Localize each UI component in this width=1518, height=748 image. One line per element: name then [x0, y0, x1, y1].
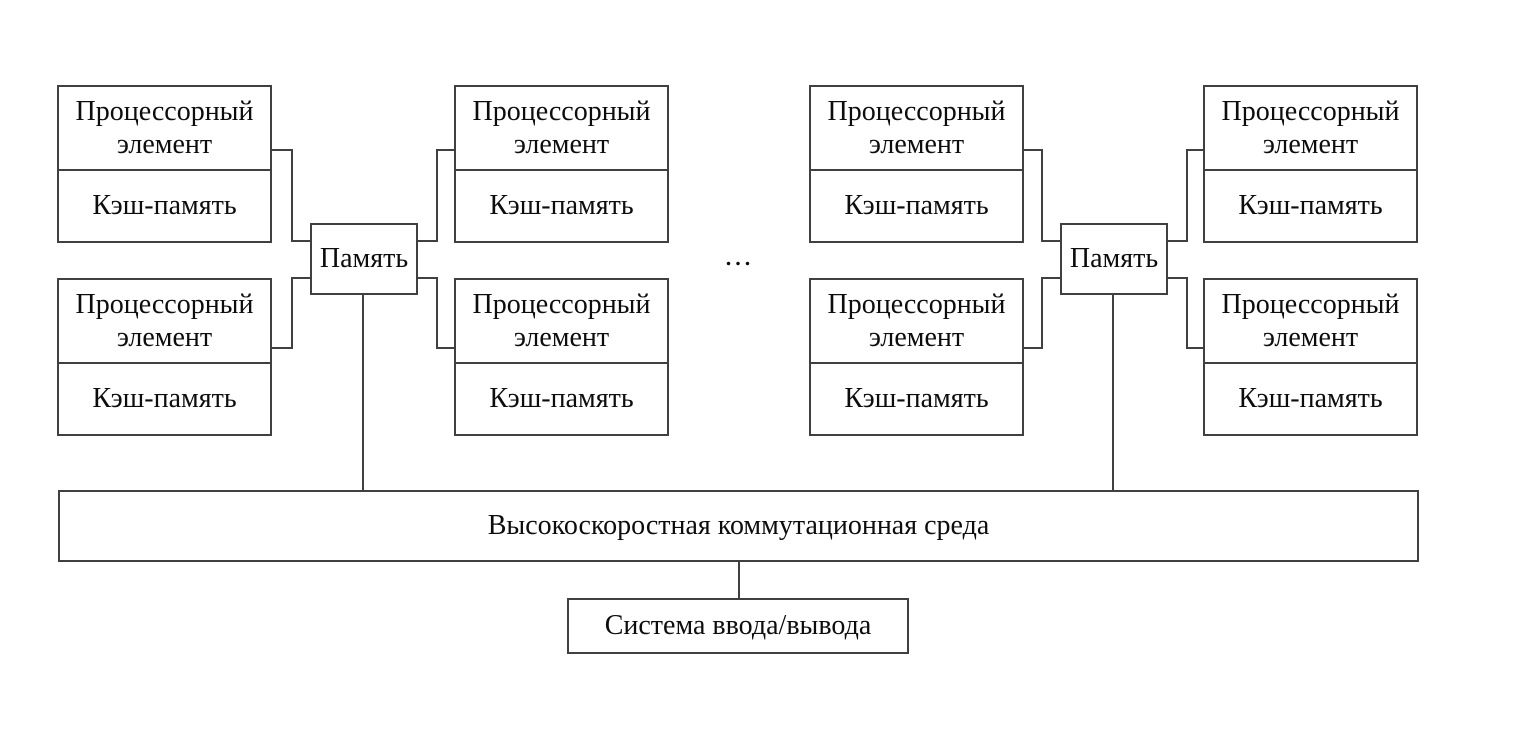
- cache-memory-box: [456, 171, 667, 241]
- memory-box: [310, 223, 418, 295]
- processor-element-box: [811, 280, 1022, 364]
- cache-memory-label: Кэш-память: [92, 383, 237, 414]
- cache-memory-box: [59, 364, 270, 434]
- processor-element-box: [811, 87, 1022, 171]
- cache-memory-label: Кэш-память: [1238, 383, 1383, 414]
- connector-line: [1186, 277, 1188, 349]
- connector-line: [418, 240, 438, 242]
- pe-cache-unit: [809, 85, 1024, 243]
- memory-to-bus-line: [362, 294, 364, 490]
- pe-cache-unit: [57, 85, 272, 243]
- memory-label: Память: [319, 243, 409, 274]
- processor-element-box: [1205, 87, 1416, 171]
- processor-element-label: Процессорный элемент: [75, 289, 254, 353]
- connector-line: [1186, 347, 1203, 349]
- pe-cache-unit: [454, 278, 669, 436]
- connector-line: [1041, 277, 1060, 279]
- connector-line: [1041, 240, 1060, 242]
- connector-line: [1168, 240, 1188, 242]
- connector-line: [272, 347, 293, 349]
- connector-line: [436, 149, 454, 151]
- cache-memory-label: Кэш-память: [844, 383, 989, 414]
- pe-cache-unit: [454, 85, 669, 243]
- connector-line: [436, 347, 454, 349]
- processor-element-box: [456, 87, 667, 171]
- memory-label: Память: [1069, 243, 1159, 274]
- processor-element-box: [1205, 280, 1416, 364]
- ellipsis-text: ...: [724, 239, 754, 272]
- cache-memory-box: [1205, 364, 1416, 434]
- connector-line: [272, 149, 293, 151]
- switching-fabric-box: [58, 490, 1419, 562]
- cache-memory-label: Кэш-память: [489, 383, 634, 414]
- cache-memory-box: [59, 171, 270, 241]
- cache-memory-label: Кэш-память: [1238, 190, 1383, 221]
- processor-element-label: Процессорный элемент: [472, 289, 651, 353]
- cache-memory-box: [811, 171, 1022, 241]
- processor-element-label: Процессорный элемент: [827, 96, 1006, 160]
- connector-line: [291, 240, 310, 242]
- bus-to-io-line: [738, 561, 740, 598]
- processor-element-label: Процессорный элемент: [472, 96, 651, 160]
- connector-line: [1186, 149, 1188, 242]
- connector-line: [1041, 277, 1043, 349]
- memory-box: [1060, 223, 1168, 295]
- processor-element-box: [456, 280, 667, 364]
- pe-cache-unit: [57, 278, 272, 436]
- processor-element-label: Процессорный элемент: [75, 96, 254, 160]
- memory-to-bus-line: [1112, 294, 1114, 490]
- pe-cache-unit: [1203, 85, 1418, 243]
- connector-line: [1186, 149, 1203, 151]
- cache-memory-label: Кэш-память: [844, 190, 989, 221]
- processor-element-label: Процессорный элемент: [1221, 96, 1400, 160]
- cache-memory-box: [811, 364, 1022, 434]
- connector-line: [1041, 149, 1043, 242]
- connector-line: [291, 277, 293, 349]
- cache-memory-label: Кэш-память: [92, 190, 237, 221]
- connector-line: [436, 277, 438, 349]
- connector-line: [291, 149, 293, 242]
- processor-element-label: Процессорный элемент: [827, 289, 1006, 353]
- pe-cache-unit: [809, 278, 1024, 436]
- connector-line: [418, 277, 438, 279]
- switching-fabric-label: Высокоскоростная коммутационная среда: [487, 510, 990, 541]
- connector-line: [1168, 277, 1188, 279]
- cache-memory-box: [456, 364, 667, 434]
- processor-element-box: [59, 87, 270, 171]
- cache-memory-box: [1205, 171, 1416, 241]
- io-system-box: [567, 598, 909, 654]
- connector-line: [291, 277, 310, 279]
- io-system-label: Система ввода/вывода: [604, 610, 872, 641]
- cache-memory-label: Кэш-память: [489, 190, 634, 221]
- connector-line: [436, 149, 438, 242]
- processor-element-label: Процессорный элемент: [1221, 289, 1400, 353]
- pe-cache-unit: [1203, 278, 1418, 436]
- processor-element-box: [59, 280, 270, 364]
